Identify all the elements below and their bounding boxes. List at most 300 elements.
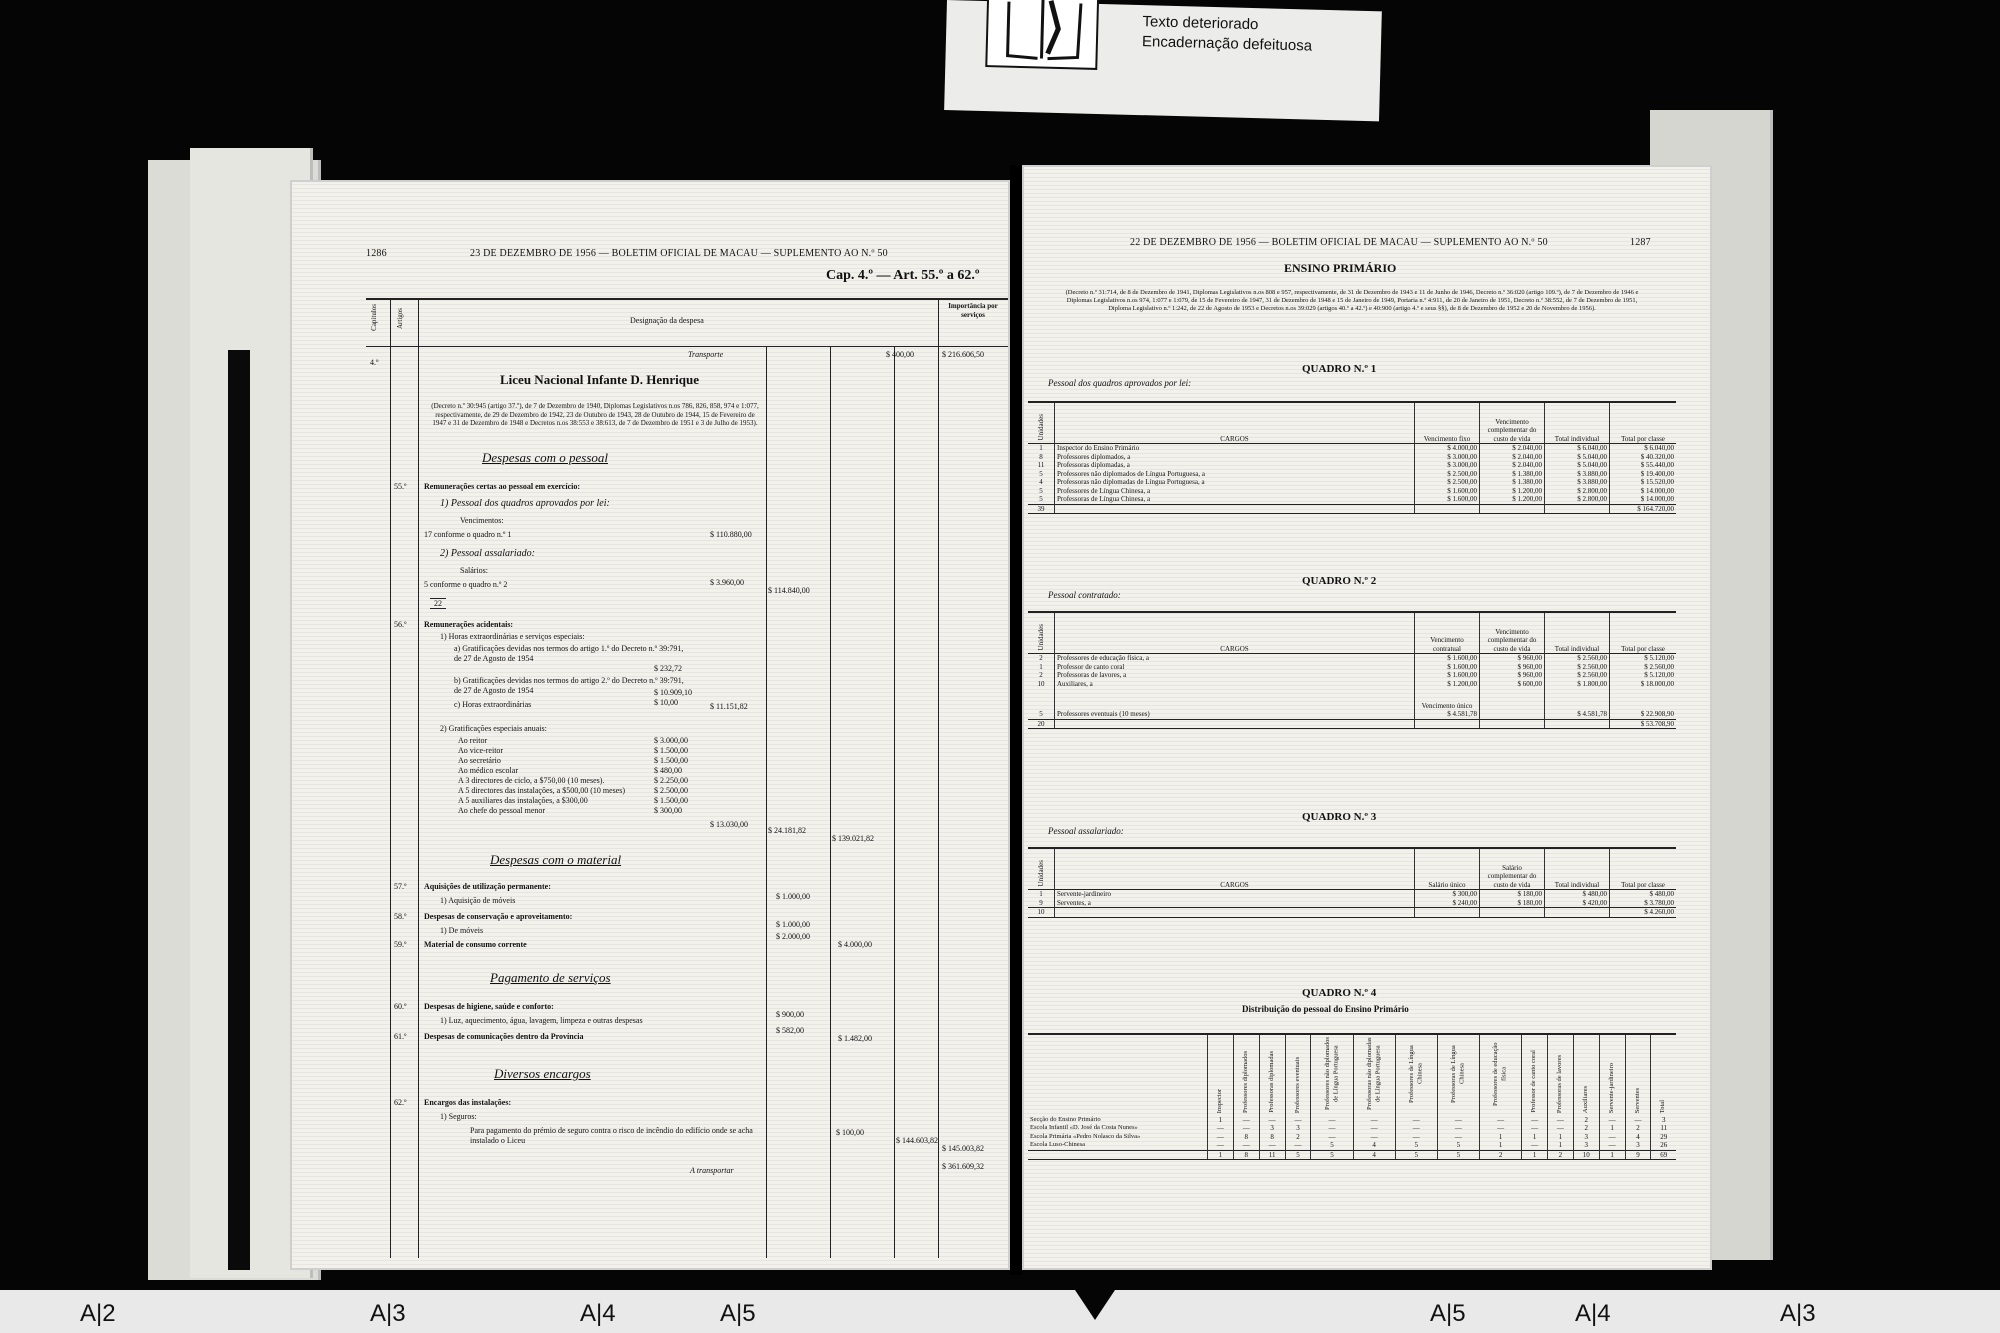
total-row (1028, 1150, 1676, 1159)
column-header-blank (1028, 1035, 1208, 1116)
school-name: Secção do Ensino Primário (1030, 1115, 1101, 1123)
art-61: 61.º (394, 1032, 407, 1041)
subtotal-55: $ 114.840,00 (768, 586, 810, 595)
table-cell: — (1353, 1116, 1395, 1125)
table-cell: 11 (1651, 1124, 1676, 1133)
table-cell: — (1522, 1124, 1548, 1133)
table-cell: Auxiliares, a (1055, 680, 1415, 689)
table-cell: 2 (1573, 1124, 1599, 1133)
column-header: CARGOS (1055, 403, 1415, 444)
column-header-label: Servente-jardineiro (1607, 1062, 1615, 1113)
table-cell: Professores eventuais (10 meses) (1055, 710, 1415, 719)
table-cell: 11 (1259, 1150, 1285, 1159)
ensino-decree: (Decreto n.º 31:714, de 8 de Dezembro de 1941, Diplomas Legislativos n.os 808 e 957, respectivamente, de 31 de Dezembro de 1943 e 11 de Junho de 1946, Decreto n.º 36:020 (artigo 109.º), de 7 de Dezembro de 1946 e Diplomas Legislativos n.os 974, 1:077 e 1:079, de 15 de Fevereiro de 1947, 31 de Dezembro de 1948 e 15 de Janeiro de 1949, Portaria n.º 4:911, de 20 de Janeiro de 1951, Decreto n.º 38:552, de 7 de Dezembro de 1951, Diploma Legislativo n.º 1:242, de 22 de Agosto de 1953 e Decretos n.os 39:029 (artigos 40.º a 42.º) e 40:900 (artigo 4.º e seus §§), de 8 de Dezembro de 1952 e 20 de Novembro de 1956). (1065, 289, 1639, 312)
art-57-title: Aquisições de utilização permanente: (424, 882, 551, 891)
gratificacao-value: $ 480,00 (654, 766, 682, 775)
art-62: 62.º (394, 1098, 407, 1107)
gratificacoes-list (458, 736, 758, 816)
subtotal-56: $ 24.181,82 (768, 826, 806, 835)
section-encargos: Diversos encargos (494, 1066, 591, 1081)
book-gutter (1010, 165, 1022, 1275)
vencimentos: Vencimentos: (460, 516, 504, 525)
table-cell: 5 (1437, 1150, 1479, 1159)
table-cell (1415, 908, 1480, 917)
table-cell (1055, 719, 1415, 728)
column-header-label: Professores de Língua Chinesa (1407, 1045, 1424, 1103)
column-header: Total por classe (1610, 613, 1677, 654)
value-56a: $ 232,72 (654, 664, 682, 673)
gratificacao-label: Ao reitor (458, 736, 488, 745)
table-cell: $ 3.780,00 (1610, 899, 1677, 908)
column-header (1259, 1035, 1285, 1116)
table-cell: $ 14.000,00 (1610, 495, 1677, 504)
art-60: 60.º (394, 1002, 407, 1011)
table-row (1028, 671, 1676, 680)
art-58-title: Despesas de conservação e aproveitamento: (424, 912, 573, 921)
table-cell: — (1599, 1133, 1625, 1142)
table-cell: 1 (1039, 444, 1043, 452)
table-cell: $ 6.040,00 (1545, 444, 1610, 453)
column-header (1522, 1035, 1548, 1116)
col-importancia: Importância por serviços (948, 302, 998, 319)
table-cell: 10 (1028, 908, 1055, 917)
table-cell: $ 5.120,00 (1610, 654, 1677, 663)
table-cell: — (1480, 1124, 1522, 1133)
col-designacao: Designação da despesa (630, 316, 704, 325)
column-header (1285, 1035, 1311, 1116)
column-header (1208, 1035, 1234, 1116)
table-cell: 1 (1522, 1133, 1548, 1142)
art-62-1-text: Para pagamento do prémio de seguro contra o risco de incêndio do edifício onde se acha instalado o Liceu (470, 1126, 753, 1145)
table-cell: 11 (1037, 461, 1045, 469)
gratificacao-item (458, 776, 758, 786)
table-cell: $ 53.708,90 (1610, 719, 1677, 728)
total-liceu: $ 144.603,82 (896, 1136, 938, 1145)
transporte-v2: $ 216.606,50 (942, 350, 984, 359)
table-row (1028, 1133, 1676, 1142)
table-cell: Professoras de lavores, a (1055, 671, 1415, 680)
subtotal-56-1: $ 11.151,82 (710, 702, 748, 711)
ruler-mark-3: A|4 (580, 1300, 616, 1327)
table-cell: $ 5.040,00 (1545, 461, 1610, 470)
table-cell: — (1353, 1124, 1395, 1133)
table-cell: $ 15.520,00 (1610, 478, 1677, 487)
table-cell: 1 (1548, 1133, 1574, 1142)
value-56b: $ 10.909,10 (654, 688, 692, 697)
table-cell: 4 (1353, 1150, 1395, 1159)
table-cell: — (1311, 1124, 1353, 1133)
gratificacao-value: $ 1.500,00 (654, 796, 688, 805)
table-cell: Professores não diplomados de Língua Portuguesa, a (1055, 470, 1415, 479)
table-cell: $ 2.040,00 (1480, 453, 1545, 462)
transporte-v1: $ 400,00 (886, 350, 914, 359)
label-line-1: Texto deteriorado (1142, 13, 1259, 34)
table-cell: $ 164.720,00 (1610, 504, 1677, 513)
table-cell: $ 14.000,00 (1610, 487, 1677, 496)
table-cell: 5 (1039, 486, 1043, 495)
gratificacao-label: Ao chefe do pessoal menor (458, 806, 546, 815)
column-header-label: Professoras de Língua Chinesa (1449, 1045, 1466, 1103)
table-cell (1480, 710, 1545, 719)
ruler-mark-7: A|3 (1780, 1300, 1816, 1327)
table-cell: 4 (1353, 1141, 1395, 1150)
column-header-label: Professor de canto coral (1530, 1050, 1538, 1113)
total-row (1028, 504, 1676, 513)
table-row (1028, 1116, 1676, 1125)
column-header (1028, 849, 1055, 890)
table-cell: — (1285, 1141, 1311, 1150)
table-cell: 5 (1395, 1150, 1437, 1159)
table-cell: 2 (1039, 654, 1043, 662)
table-cell: — (1208, 1141, 1234, 1150)
gratificacao-item (458, 756, 758, 766)
quadro-2-table (1028, 611, 1676, 729)
table-cell: 5 (1437, 1141, 1479, 1150)
table-cell (1610, 688, 1677, 710)
table-cell: — (1599, 1116, 1625, 1125)
column-header: Vencimento complementar do custo de vida (1480, 613, 1545, 654)
table-cell: $ 2.040,00 (1480, 461, 1545, 470)
left-chapter-heading: Cap. 4.º — Art. 55.º a 62.º (826, 268, 980, 283)
right-page (1022, 165, 1712, 1270)
table-cell: 2 (1285, 1133, 1311, 1142)
ruler-mark-1: A|2 (80, 1300, 116, 1327)
art-59: 59.º (394, 940, 407, 949)
col-capitulos: Capítulos (370, 304, 378, 331)
table-cell: 5 (1285, 1150, 1311, 1159)
liceu-decree: (Decreto n.º 30:945 (artigo 37.º), de 7 de Dezembro de 1940, Diplomas Legislativos n.os 786, 826, 858, 974 e 1:077, respectivamente, de 29 de Dezembro de 1942, 23 de Outubro de 1943, 28 de Outubro de 1944, 15 de Fevereiro de 1947 e 31 de Dezembro de 1948 e Decretos n.os 38:553 e 38:613, de 7 de Dezembro de 1951 e 3 de Julho de 1953). (431, 402, 759, 427)
table-cell (1055, 688, 1415, 710)
table-cell (1545, 688, 1610, 710)
column-header: Vencimento contratual (1415, 613, 1480, 654)
table-cell: $ 2.800,00 (1545, 487, 1610, 496)
gratificacao-value: $ 3.000,00 (654, 736, 688, 745)
table-cell: 1 (1599, 1124, 1625, 1133)
column-header: Salário único (1415, 849, 1480, 890)
table-cell: $ 5.120,00 (1610, 671, 1677, 680)
table-cell: $ 1.380,00 (1480, 470, 1545, 479)
table-row (1028, 710, 1676, 719)
section-pessoal: Despesas com o pessoal (482, 450, 609, 465)
art-58: 58.º (394, 912, 407, 921)
column-header-label: Professoras de lavores (1556, 1054, 1564, 1113)
column-header: CARGOS (1055, 613, 1415, 654)
table-cell: 4 (1625, 1133, 1651, 1142)
column-header-label: Professoras diplomadas (1267, 1051, 1275, 1113)
line-17: 17 conforme o quadro n.º 1 (424, 530, 512, 539)
q1-sub: Pessoal dos quadros aprovados por lei: (1048, 378, 1192, 388)
total-servicos: $ 1.482,00 (838, 1034, 872, 1043)
table-cell: — (1208, 1124, 1234, 1133)
table-cell (1055, 908, 1415, 917)
column-header: Total individual (1545, 403, 1610, 444)
table-cell: $ 180,00 (1480, 890, 1545, 899)
table-cell: $ 1.600,00 (1415, 671, 1480, 680)
table-cell: — (1233, 1141, 1259, 1150)
table-cell: $ 22.908,90 (1610, 710, 1677, 719)
table-row (1028, 444, 1676, 453)
q4-sub: Distribuição do pessoal do Ensino Primário (1242, 1004, 1409, 1014)
label-line-2: Encadernação defeituosa (1141, 33, 1313, 55)
table-cell: $ 1.380,00 (1480, 478, 1545, 487)
table-row (1028, 461, 1676, 470)
gratificacao-label: A 5 directores das instalações, a $500,00 (10 meses) (458, 786, 626, 795)
table-cell (1545, 719, 1610, 728)
table-cell: $ 3.880,00 (1545, 478, 1610, 487)
column-header-label: Professores eventuais (1293, 1056, 1301, 1113)
column-header (1599, 1035, 1625, 1116)
value-17: $ 110.880,00 (710, 530, 752, 539)
table-cell: 29 (1651, 1133, 1676, 1142)
art-56-title: Remunerações acidentais: (424, 620, 514, 629)
table-cell (1028, 1150, 1208, 1159)
table-cell: — (1311, 1133, 1353, 1142)
value-59: $ 2.000,00 (776, 932, 810, 941)
gratificacao-item (458, 786, 758, 796)
table-cell: 5 (1311, 1141, 1353, 1150)
table-cell: $ 2.560,00 (1610, 663, 1677, 672)
table-cell (1028, 688, 1055, 710)
table-cell: — (1208, 1133, 1234, 1142)
bottom-ruler (0, 1290, 2000, 1333)
table-row (1028, 654, 1676, 663)
gratificacao-item (458, 766, 758, 776)
art-56-1c: c) Horas extraordinárias (454, 700, 532, 709)
table-cell: — (1437, 1124, 1479, 1133)
table-cell: — (1395, 1124, 1437, 1133)
table-cell: 3 (1651, 1116, 1676, 1125)
table-cell (1545, 908, 1610, 917)
table-cell: 3 (1259, 1124, 1285, 1133)
header-row (1028, 849, 1676, 890)
column-header (1573, 1035, 1599, 1116)
column-header (1028, 613, 1055, 654)
table-cell: — (1285, 1116, 1311, 1125)
table-cell: $ 4.000,00 (1415, 444, 1480, 453)
gratificacao-label: A 3 directores de ciclo, a $750,00 (10 meses). (458, 776, 605, 785)
ruler-mark-4: A|5 (720, 1300, 756, 1327)
table-cell: 69 (1651, 1150, 1676, 1159)
table-cell: $ 4.260,00 (1610, 908, 1677, 917)
table-cell: 1 (1599, 1150, 1625, 1159)
table-cell: $ 3.000,00 (1415, 453, 1480, 462)
gratificacao-value: $ 300,00 (654, 806, 682, 815)
table-cell: — (1480, 1116, 1522, 1125)
table-row (1028, 663, 1676, 672)
gratificacao-value: $ 1.500,00 (654, 746, 688, 755)
table-cell: 2 (1548, 1150, 1574, 1159)
ruler-mark-5: A|5 (1430, 1300, 1466, 1327)
table-cell: $ 2.040,00 (1480, 444, 1545, 453)
table-cell: 10 (1037, 679, 1045, 688)
condition-label-card (944, 0, 1382, 121)
left-page (290, 180, 1010, 1270)
table-cell: 5 (1039, 710, 1043, 718)
table-cell: 10 (1573, 1150, 1599, 1159)
column-header-label: Professores diplomados (1242, 1051, 1250, 1113)
art-55-2: 2) Pessoal assalariado: (440, 548, 535, 559)
table-cell: — (1395, 1133, 1437, 1142)
table-cell: $ 55.440,00 (1610, 461, 1677, 470)
table-cell: $ 1.600,00 (1415, 663, 1480, 672)
table-cell: 8 (1233, 1133, 1259, 1142)
table-row (1028, 470, 1676, 479)
table-cell: $ 3.880,00 (1545, 470, 1610, 479)
table-cell (1415, 504, 1480, 513)
ruler-notch (1075, 1290, 1115, 1320)
table-cell: 3 (1573, 1133, 1599, 1142)
table-row (1028, 899, 1676, 908)
table-cell: Professoras diplomadas, a (1055, 461, 1415, 470)
value-58: $ 1.000,00 (776, 920, 810, 929)
table-cell: $ 960,00 (1480, 663, 1545, 672)
table-cell: $ 2.560,00 (1545, 663, 1610, 672)
header-row (1028, 1035, 1676, 1116)
table-cell: Servente-jardineiro (1055, 890, 1415, 899)
table-cell: 8 (1259, 1133, 1285, 1142)
q3-sub: Pessoal assalariado: (1048, 826, 1124, 836)
cap-number: 4.º (370, 358, 379, 367)
table-cell: — (1522, 1116, 1548, 1125)
art-61-title: Despesas de comunicações dentro da Província (424, 1032, 584, 1041)
transporte-label: Transporte (688, 350, 724, 359)
table-cell: $ 18.000,00 (1610, 680, 1677, 689)
table-cell: — (1522, 1141, 1548, 1150)
total-pessoal: $ 139.021,82 (832, 834, 874, 843)
value-62: $ 100,00 (836, 1128, 864, 1137)
table-cell: 9 (1039, 898, 1043, 907)
table-cell: 5 (1039, 469, 1043, 478)
table-cell: 1 (1208, 1116, 1234, 1125)
table-cell: 5 (1311, 1150, 1353, 1159)
table-cell: 2 (1573, 1116, 1599, 1125)
table-cell: $ 480,00 (1610, 890, 1677, 899)
table-row (1028, 1124, 1676, 1133)
art-60-title: Despesas de higiene, saúde e conforto: (424, 1002, 554, 1011)
num-22: 22 (430, 598, 446, 609)
q2-title: QUADRO N.º 2 (1302, 575, 1377, 587)
table-cell: Professoras não diplomadas de Língua Portuguesa, a (1055, 478, 1415, 487)
value-57: $ 1.000,00 (776, 892, 810, 901)
table-cell: $ 2.500,00 (1415, 470, 1480, 479)
art-57: 57.º (394, 882, 407, 891)
ruler-mark-6: A|4 (1575, 1300, 1611, 1327)
table-cell: $ 3.000,00 (1415, 461, 1480, 470)
table-cell (1480, 688, 1545, 710)
table-cell: 3 (1573, 1141, 1599, 1150)
table-cell: 1 (1480, 1133, 1522, 1142)
table-cell: — (1625, 1116, 1651, 1125)
gratificacao-label: Ao médico escolar (458, 766, 518, 775)
col-artigos: Artigos (396, 308, 404, 329)
school-name: Escola Luso-Chinesa (1030, 1141, 1086, 1148)
column-header (1395, 1035, 1437, 1116)
art-56-1: 1) Horas extraordinárias e serviços especiais: (440, 632, 585, 641)
table-cell: $ 960,00 (1480, 671, 1545, 680)
column-header (1625, 1035, 1651, 1116)
column-header: Total individual (1545, 849, 1610, 890)
table-cell: $ 1.200,00 (1415, 680, 1480, 689)
table-row (1028, 478, 1676, 487)
table-cell: $ 1.600,00 (1415, 487, 1480, 496)
gratificacao-item (458, 806, 758, 816)
column-header-label: Serventes (1633, 1087, 1641, 1113)
column-header (1311, 1035, 1353, 1116)
art-55: 55.º (394, 482, 407, 491)
table-cell: $ 2.500,00 (1415, 478, 1480, 487)
table-cell: 5 (1395, 1141, 1437, 1150)
table-cell: — (1437, 1133, 1479, 1142)
subtotal-56-2: $ 13.030,00 (710, 820, 748, 829)
column-header (1437, 1035, 1479, 1116)
a-transportar-label: A transportar (690, 1166, 734, 1175)
table-row (1028, 487, 1676, 496)
section-material: Despesas com o material (490, 852, 622, 867)
table-cell (1415, 719, 1480, 728)
q3-grid (1028, 849, 1676, 917)
total-row (1028, 908, 1676, 917)
table-cell: 5 (1039, 495, 1043, 503)
subheader-row (1028, 688, 1676, 710)
art-62-1: 1) Seguros: (440, 1112, 477, 1121)
table-cell: $ 1.200,00 (1480, 495, 1545, 504)
table-cell: Professores de educação física, a (1055, 654, 1415, 663)
table-cell: Professores diplomados, a (1055, 453, 1415, 462)
quadro-1-table (1028, 401, 1676, 514)
table-cell: 8 (1039, 452, 1043, 461)
value-60: $ 900,00 (776, 1010, 804, 1019)
table-cell: $ 2.560,00 (1545, 654, 1610, 663)
column-header-label: Unidades (1036, 860, 1045, 887)
art-59-title: Material de consumo corrente (424, 940, 527, 949)
table-cell: — (1548, 1116, 1574, 1125)
table-cell: $ 5.040,00 (1545, 453, 1610, 462)
art-58-1: 1) De móveis (440, 926, 484, 935)
table-cell (1545, 504, 1610, 513)
table-cell: $ 1.600,00 (1415, 495, 1480, 504)
total-row (1028, 719, 1676, 728)
table-cell (1480, 908, 1545, 917)
table-cell (1480, 504, 1545, 513)
table-cell: 2 (1480, 1150, 1522, 1159)
right-page-header: 22 DE DEZEMBRO DE 1956 — BOLETIM OFICIAL DE MACAU — SUPLEMENTO AO N.º 50 (1130, 237, 1548, 248)
value-61: $ 582,00 (776, 1026, 804, 1035)
gratificacao-value: $ 1.500,00 (654, 756, 688, 765)
table-cell: 1 (1208, 1150, 1234, 1159)
table-cell: — (1311, 1116, 1353, 1125)
art-55-1: 1) Pessoal dos quadros aprovados por lei: (440, 498, 610, 509)
table-cell: $ 1.800,00 (1545, 680, 1610, 689)
gratificacao-label: Ao vice-reitor (458, 746, 504, 755)
table-cell (1480, 719, 1545, 728)
column-header-label: Professoras não diplomadas de Língua Portuguesa (1365, 1037, 1382, 1111)
column-header (1548, 1035, 1574, 1116)
table-cell: Serventes, a (1055, 899, 1415, 908)
table-cell: — (1437, 1116, 1479, 1125)
table-cell: — (1233, 1116, 1259, 1125)
table-cell: — (1599, 1141, 1625, 1150)
ensino-title: ENSINO PRIMÁRIO (1284, 261, 1397, 275)
total-material: $ 4.000,00 (838, 940, 872, 949)
gratificacao-item (458, 796, 758, 806)
table-cell (1055, 504, 1415, 513)
value-56c: $ 10,00 (654, 698, 678, 707)
column-header (1028, 403, 1055, 444)
table-row (1028, 890, 1676, 899)
liceu-title: Liceu Nacional Infante D. Henrique (500, 372, 699, 387)
school-name: Escola Primária «Pedro Nolasco da Silva» (1030, 1132, 1141, 1140)
table-cell: 1 (1480, 1141, 1522, 1150)
